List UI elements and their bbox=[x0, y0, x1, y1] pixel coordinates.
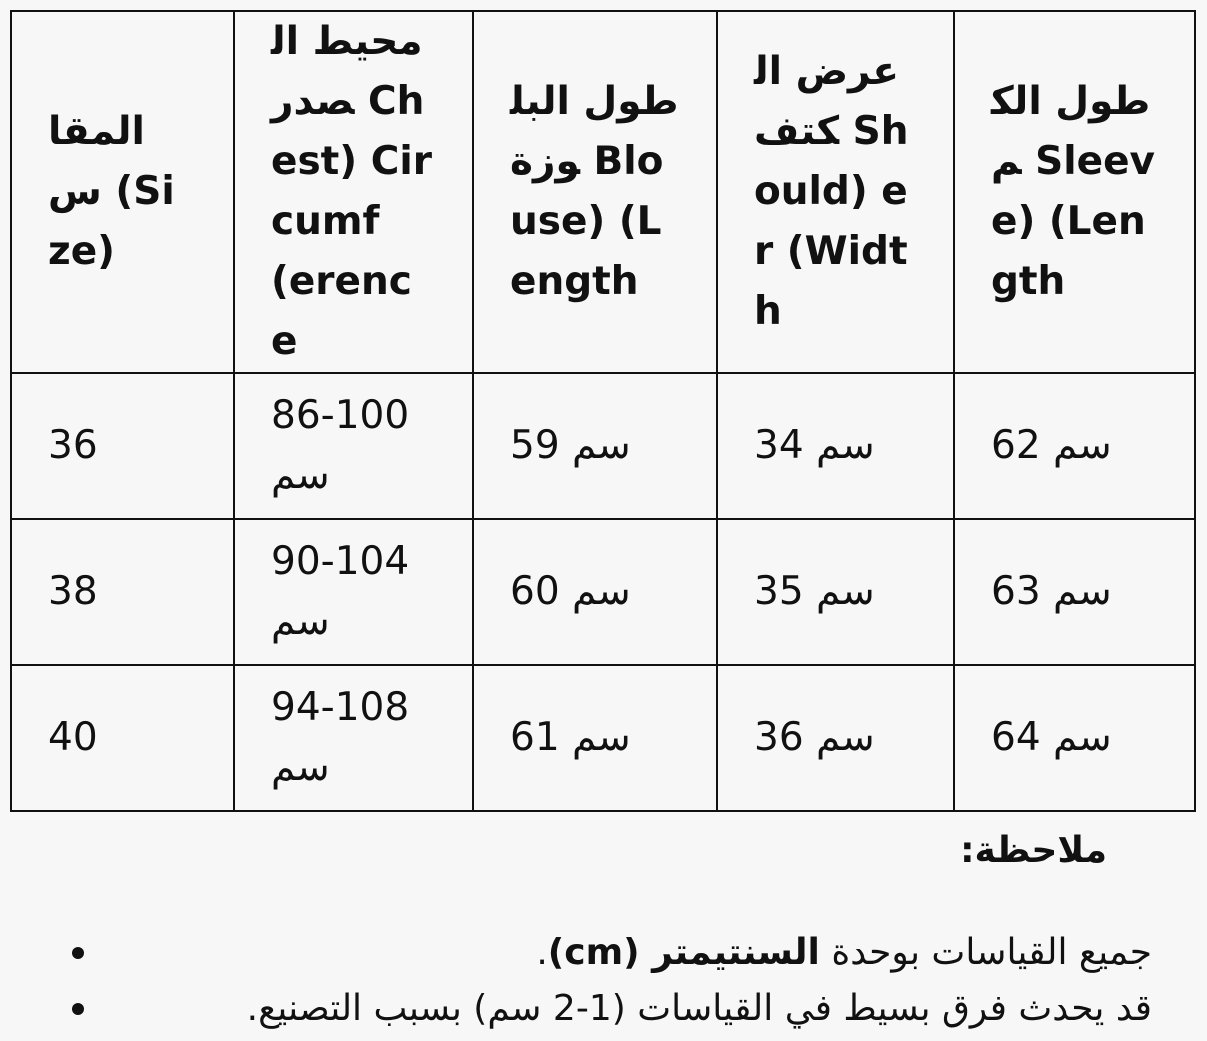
cell-size: 40 bbox=[11, 665, 234, 811]
cell-sleeve-length: 63 سم bbox=[954, 519, 1195, 665]
bullet-icon bbox=[72, 947, 84, 959]
cell-size: 38 bbox=[11, 519, 234, 665]
note-text: جميع القياسات بوحدة bbox=[819, 932, 1152, 973]
cell-chest: 86-100 سم bbox=[234, 373, 473, 519]
note-list bbox=[52, 925, 1152, 1037]
cell-blouse-length: 61 سم bbox=[473, 665, 717, 811]
header-chest: محيط الصدر Chest) Circumf (erence bbox=[234, 11, 473, 373]
header-sleeve-length: طول الكم Sleeve) (Length bbox=[954, 11, 1195, 373]
note-title: ملاحظة: bbox=[960, 830, 1107, 871]
header-size: المقاس (Size) bbox=[11, 11, 234, 373]
table-row bbox=[11, 373, 1195, 519]
bullet-icon bbox=[72, 1003, 84, 1015]
header-blouse-length: طول البلوزة Blouse) (Length bbox=[473, 11, 717, 373]
cell-blouse-length: 60 سم bbox=[473, 519, 717, 665]
table-header-row bbox=[11, 11, 1195, 373]
header-shoulder-width: عرض الكتف Should) er (Width bbox=[717, 11, 954, 373]
size-chart-table bbox=[10, 10, 1196, 812]
note-text: . bbox=[536, 932, 548, 973]
cell-chest: 94-108 سم bbox=[234, 665, 473, 811]
table-row bbox=[11, 519, 1195, 665]
note-text-bold: السنتيمتر (cm) bbox=[547, 932, 820, 973]
cell-blouse-length: 59 سم bbox=[473, 373, 717, 519]
cell-sleeve-length: 64 سم bbox=[954, 665, 1195, 811]
list-item bbox=[52, 925, 1152, 981]
cell-chest: 90-104 سم bbox=[234, 519, 473, 665]
cell-shoulder-width: 34 سم bbox=[717, 373, 954, 519]
cell-size: 36 bbox=[11, 373, 234, 519]
note-text: قد يحدث فرق بسيط في القياسات (1-2 سم) بسبب التصنيع. bbox=[246, 988, 1152, 1029]
cell-sleeve-length: 62 سم bbox=[954, 373, 1195, 519]
cell-shoulder-width: 35 سم bbox=[717, 519, 954, 665]
list-item bbox=[52, 981, 1152, 1037]
cell-shoulder-width: 36 سم bbox=[717, 665, 954, 811]
table-row bbox=[11, 665, 1195, 811]
